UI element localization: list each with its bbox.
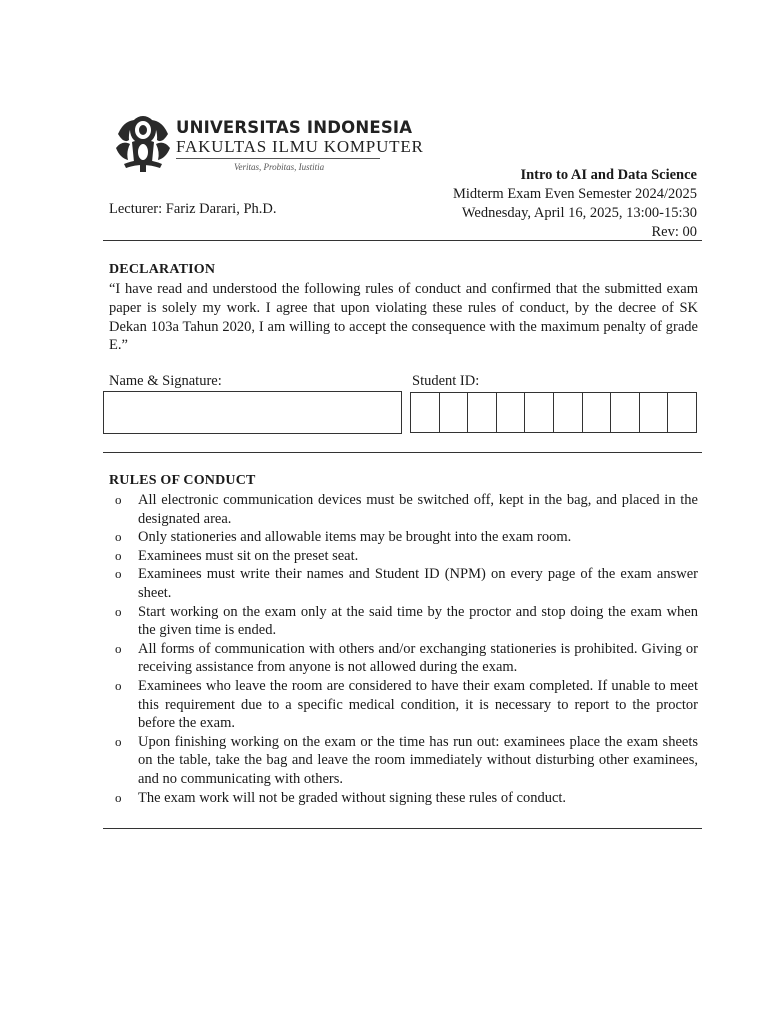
declaration-divider (103, 452, 702, 453)
rule-item (115, 565, 698, 602)
student-id-label: Student ID: (412, 373, 480, 389)
declaration-title: DECLARATION (109, 262, 216, 277)
bullet-icon: o (115, 529, 122, 545)
lecturer-name: Lecturer: Fariz Darari, Ph.D. (109, 201, 277, 217)
rule-item (115, 603, 698, 640)
rules-list (115, 491, 698, 807)
name-signature-label: Name & Signature: (109, 373, 222, 389)
rule-text: Examinees must write their names and Student ID (NPM) on every page of the exam answer sheet. (138, 566, 698, 601)
rule-item (115, 547, 698, 566)
rule-text: Examinees who leave the room are considered to have their exam completed. If unable to meet this requirement due to a specific medical condition, it is necessary to report to the proctor before the exam. (138, 677, 698, 732)
student-id-digit-box[interactable] (554, 393, 583, 432)
student-id-digit-box[interactable] (668, 393, 696, 432)
bullet-icon: o (115, 677, 122, 693)
student-id-digit-box[interactable] (611, 393, 640, 432)
exam-name: Midterm Exam Even Semester 2024/2025 (452, 186, 697, 202)
rule-text: The exam work will not be graded without signing these rules of conduct. (138, 789, 567, 806)
student-id-digit-box[interactable] (640, 393, 669, 432)
student-id-digit-box[interactable] (468, 393, 497, 432)
student-id-digit-box[interactable] (583, 393, 612, 432)
name-signature-field[interactable] (103, 391, 402, 434)
exam-datetime: Wednesday, April 16, 2025, 13:00-15:30 (461, 205, 697, 221)
university-name: UNIVERSITAS INDONESIA (176, 118, 413, 137)
university-motto: Veritas, Probitas, Iustitia (234, 162, 325, 172)
student-id-digit-box[interactable] (525, 393, 554, 432)
rule-item (115, 640, 698, 677)
rule-text: Start working on the exam only at the said time by the proctor and stop doing the exam when the given time is ended. (138, 603, 698, 639)
rule-text: All forms of communication with others and/or exchanging stationeries is prohibited. Giving or receiving assistance from anyone is not allowed during the exam. (138, 640, 698, 676)
bullet-icon: o (115, 492, 122, 507)
logo-divider (176, 158, 380, 159)
rule-item (115, 528, 698, 547)
rule-text: Only stationeries and allowable items may be brought into the exam room. (138, 529, 572, 546)
bullet-icon: o (115, 640, 122, 656)
rule-item (115, 491, 698, 528)
rule-text: Upon finishing working on the exam or the time has run out: examinees place the exam sheets on the table, take the bag and leave the room immediately without disturbing other examinees, and no communicating with others. (138, 733, 698, 787)
declaration-text: “I have read and understood the following rules of conduct and confirmed that the submitted exam paper is solely my work. I agree that upon violating these rules of conduct, by the decree of SK Dekan 103a Tahun 2020, I am willing to accept the consequence with the maximum penalty of grade E.” (109, 281, 698, 354)
rules-title: RULES OF CONDUCT (109, 473, 256, 488)
rule-item (115, 789, 698, 808)
student-id-digit-box[interactable] (440, 393, 469, 432)
student-id-digit-box[interactable] (497, 393, 526, 432)
makara-emblem-icon (114, 112, 172, 174)
rule-item (115, 677, 698, 733)
student-id-digit-box[interactable] (411, 393, 440, 432)
student-id-field[interactable] (410, 392, 697, 433)
bullet-icon: o (115, 603, 122, 619)
rule-item (115, 733, 698, 789)
rules-divider (103, 828, 702, 829)
bullet-icon: o (115, 733, 122, 749)
course-title: Intro to AI and Data Science (520, 167, 697, 183)
revision-number: Rev: 00 (651, 224, 697, 240)
bullet-icon: o (115, 789, 122, 805)
rule-text: Examinees must sit on the preset seat. (138, 547, 359, 564)
bullet-icon: o (115, 566, 122, 582)
bullet-icon: o (115, 547, 122, 563)
faculty-name: FAKULTAS ILMU KOMPUTER (176, 137, 424, 156)
header-divider (103, 240, 702, 241)
rule-text: All electronic communication devices must be switched off, kept in the bag, and placed in the designated area. (138, 492, 698, 527)
